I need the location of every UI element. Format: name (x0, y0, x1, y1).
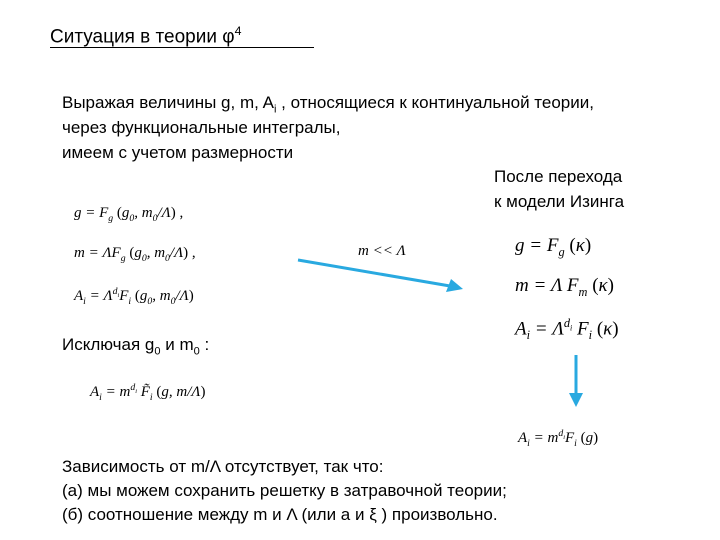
down-arrow-icon (566, 353, 586, 409)
ising-result-equation: $A_i = m^{d_i}F_i$ (g) (518, 428, 599, 449)
intro-line-1-a: Выражая величины g, m, A (62, 93, 274, 112)
equation-g: $g = F_g$ ($g_0$, $m_0/\Lambda$) , (74, 205, 184, 224)
conclusion-line-3: (б) соотношение между m и Λ (или a и ξ ) произвольно. (62, 505, 498, 524)
conclusion-line-1: Зависимость от m/Λ отсутствует, так что: (62, 457, 384, 476)
intro-line-2: через функциональные интегралы, (62, 118, 341, 137)
equation-a: $A_i = \Lambda^{d_i}F_i$ ($g_0$, $m_0/\Lambda$) (74, 286, 194, 307)
eliminating-text-a: Исключая g (62, 335, 155, 354)
eliminating-line (62, 333, 209, 363)
slide-title-power: 4 (234, 24, 242, 38)
eliminating-sub-b: 0 (193, 345, 200, 358)
eliminating-sub-a: 0 (154, 345, 161, 358)
after-transition-line-1: После перехода (494, 167, 623, 186)
intro-line-3: имеем с учетом размерности (62, 143, 294, 162)
slide-title (50, 24, 241, 48)
ising-equation-a: $A_i = \Lambda^{d_i}$ $F_i$ (κ) (515, 316, 619, 343)
after-transition-line-2: к модели Изинга (494, 192, 625, 211)
ising-equation-m: m = Λ $F_m$ (κ) (515, 275, 614, 299)
ising-equation-g: $g = F_g$ (κ) (515, 235, 592, 259)
slide-title-text: Ситуация в теории φ (50, 26, 235, 48)
result-equation: $A_i = m^{d_i}$ $F̃_i$ (g, m/Λ) (90, 382, 206, 403)
intro-line-1-b: , относящиеся к континуальной теории, (276, 93, 594, 112)
intro-line-1-sub: i (273, 103, 277, 116)
condition-label: m << Λ (358, 243, 406, 259)
conclusion-line-2: (а) мы можем сохранить решетку в затравочной теории; (62, 481, 507, 500)
title-underline (50, 47, 314, 48)
equation-m: $m = \Lambda F_g$ ($g_0$, $m_0/\Lambda$) , (74, 245, 196, 264)
transition-arrow-icon (296, 256, 466, 294)
eliminating-text-b: и m (160, 335, 194, 354)
eliminating-text-c: : (199, 335, 210, 354)
